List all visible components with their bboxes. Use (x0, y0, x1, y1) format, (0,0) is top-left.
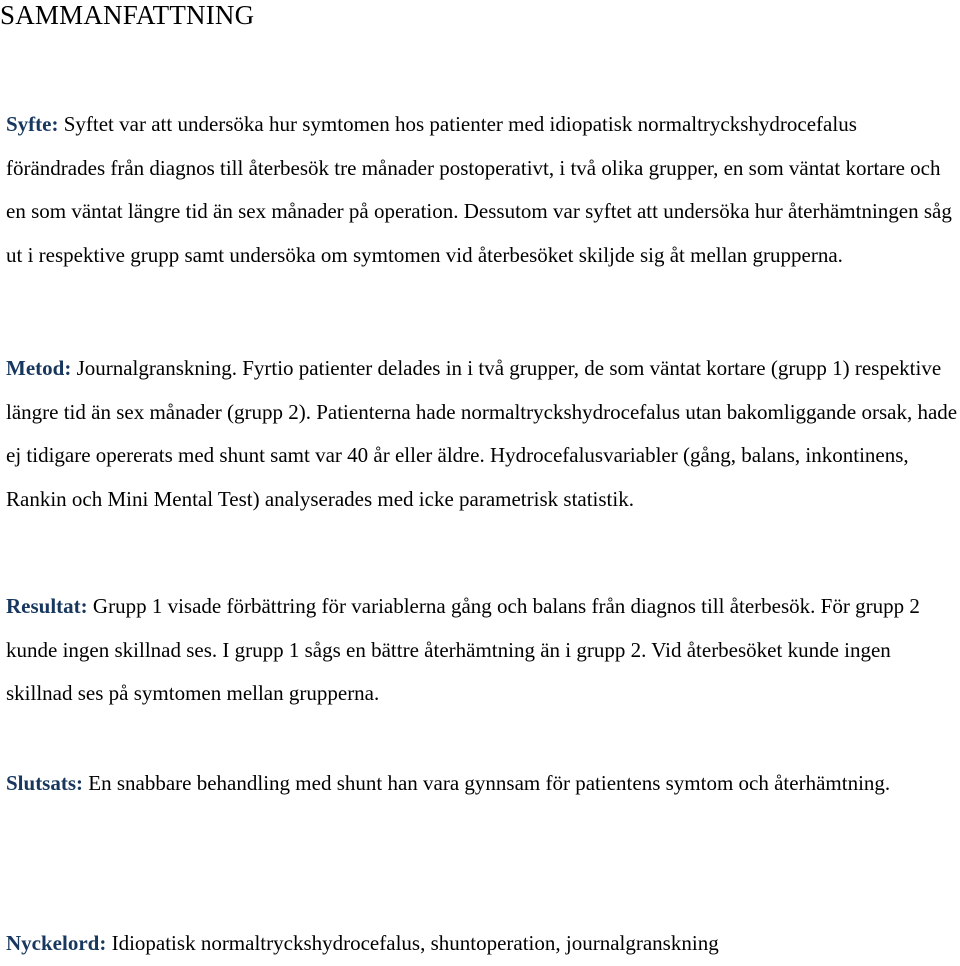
resultat-section (6, 585, 960, 716)
slutsats-section (6, 762, 960, 806)
page-title: SAMMANFATTNING (0, 0, 255, 30)
nyckelord-text: Idiopatisk normaltryckshydrocefalus, shuntoperation, journalgranskning (111, 931, 719, 955)
metod-label: Metod: (6, 356, 72, 380)
resultat-label: Resultat: (6, 594, 88, 618)
syfte-text: Syftet var att undersöka hur symtomen hos patienter med idiopatisk normaltryckshydrocefalus förändrades från diagnos till återbesök tre månader postoperativt, i två olika grupper, en som väntat kortare och en som väntat längre tid än sex månader på operation. Dessutom var syftet att undersöka hur återhämtningen såg ut i respektive grupp samt undersöka om symtomen vid återbesöket skiljde sig åt mellan grupperna. (6, 112, 952, 267)
metod-section (6, 347, 960, 521)
resultat-text: Grupp 1 visade förbättring för variablerna gång och balans från diagnos till återbesök. För grupp 2 kunde ingen skillnad ses. I grupp 1 sågs en bättre återhämtning än i grupp 2. Vid återbesöket kunde ingen skillnad ses på symtomen mellan grupperna. (6, 594, 920, 705)
syfte-label: Syfte: (6, 112, 59, 136)
slutsats-label: Slutsats: (6, 771, 84, 795)
metod-text: Journalgranskning. Fyrtio patienter delades in i två grupper, de som väntat kortare (grupp 1) respektive längre tid än sex månader (grupp 2). Patienterna hade normaltryckshydrocefalus utan bakomliggande orsak, hade ej tidigare opererats med shunt samt var 40 år eller äldre. Hydrocefalusvariabler (gång, balans, inkontinens, Rankin och Mini Mental Test) analyserades med icke parametrisk statistik. (6, 356, 958, 511)
nyckelord-section (6, 922, 960, 966)
nyckelord-label: Nyckelord: (6, 931, 107, 955)
slutsats-text: En snabbare behandling med shunt han vara gynnsam för patientens symtom och återhämtning. (88, 771, 891, 795)
syfte-section (6, 103, 960, 277)
